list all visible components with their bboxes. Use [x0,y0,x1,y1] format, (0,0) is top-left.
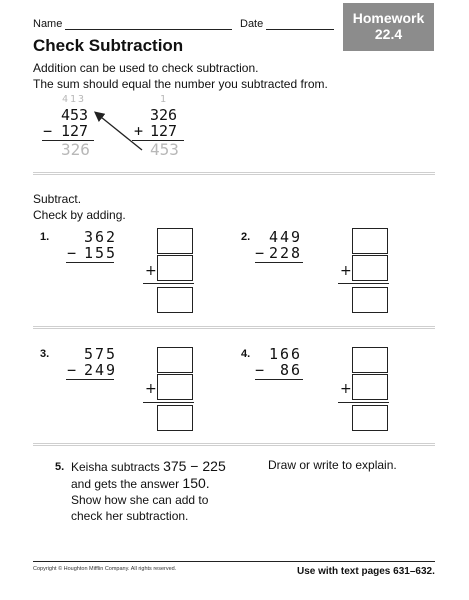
problem-3-sum-line [143,402,194,403]
problem-2-number: 2. [241,231,251,243]
problem-1-box-bottom[interactable] [157,287,193,313]
problem-2-box-middle[interactable] [352,255,388,281]
problem-4-number: 4. [241,348,251,360]
directions-line-2: Check by adding. [33,208,126,222]
problem-2-box-bottom[interactable] [352,287,388,313]
problem-4-box-middle[interactable] [352,374,388,400]
problem-5-line-1: Keisha subtracts [71,460,160,474]
problem-2-answer-line[interactable] [255,262,303,263]
section-divider [33,443,435,446]
problem-2-minus: − [255,244,265,262]
problem-5-number: 5. [55,461,65,473]
carry-mark: 1 [160,94,167,105]
problem-1-number: 1. [40,231,50,243]
page-title: Check Subtraction [33,36,184,55]
problem-3-plus: + [145,381,157,397]
problem-2-plus: + [340,263,352,279]
problem-3-answer-line[interactable] [66,379,114,380]
problem-4-sum-line [338,402,389,403]
problem-5-answer: 150. [182,475,210,491]
badge-number: 22.4 [374,26,403,42]
text-pages: Use with text pages 631–632. [297,566,435,577]
problem-2-top: 449 [269,228,303,246]
directions-line-1: Subtract. [33,192,82,206]
regroup-marks: 413 [62,94,87,105]
example-answer: 326 [61,140,90,159]
problem-4-plus: + [340,381,352,397]
example-top: 453 [61,106,89,124]
check-top: 326 [150,106,178,124]
problem-4-top: 166 [269,345,303,363]
problem-4-box-bottom[interactable] [352,405,388,431]
problem-3-top: 575 [84,345,118,363]
example-minus: − [43,122,53,140]
explain-prompt: Draw or write to explain. [268,458,397,472]
problem-1-minus: − [67,244,77,262]
copyright: Copyright © Houghton Mifflin Company. All rights reserved. [33,566,177,572]
section-divider [33,326,435,329]
problem-1-sum-line [143,283,194,284]
intro-line-1: Addition can be used to check subtraction. [33,61,259,75]
check-plus: + [134,122,144,140]
date-label: Date [240,18,264,30]
problem-2-box-top[interactable] [352,228,388,254]
check-sum: 453 [150,140,179,159]
name-label: Name [33,18,63,30]
problem-5-line-2: and gets the answer [71,477,180,491]
problem-1-answer-line[interactable] [66,262,114,263]
problem-5-text [71,458,226,524]
problem-4-minus: − [255,361,265,379]
problem-1-bottom: 155 [84,244,118,262]
check-bottom: 127 [150,122,178,140]
problem-5-expression: 375 − 225 [163,458,226,474]
badge-title: Homework [352,10,425,26]
problem-1-top: 362 [84,228,118,246]
problem-1-box-middle[interactable] [157,255,193,281]
section-divider [33,172,435,175]
intro-line-2: The sum should equal the number you subtracted from. [33,77,328,91]
problem-3-minus: − [67,361,77,379]
problem-4-bottom: 86 [280,361,303,379]
problem-2-bottom: 228 [269,244,303,262]
problem-5-line-4: check her subtraction. [71,509,189,523]
problem-3-box-top[interactable] [157,347,193,373]
explain-area[interactable] [265,474,435,554]
directions [33,191,126,223]
problem-1-box-top[interactable] [157,228,193,254]
example-bottom: 127 [61,122,89,140]
problem-3-bottom: 249 [84,361,118,379]
problem-2-sum-line [338,283,389,284]
problem-5-line-3: Show how she can add to [71,493,209,507]
problem-1-plus: + [145,263,157,279]
problem-3-box-bottom[interactable] [157,405,193,431]
footer-rule [33,561,435,562]
problem-3-number: 3. [40,348,50,360]
problem-4-answer-line[interactable] [255,379,303,380]
problem-3-box-middle[interactable] [157,374,193,400]
problem-4-box-top[interactable] [352,347,388,373]
